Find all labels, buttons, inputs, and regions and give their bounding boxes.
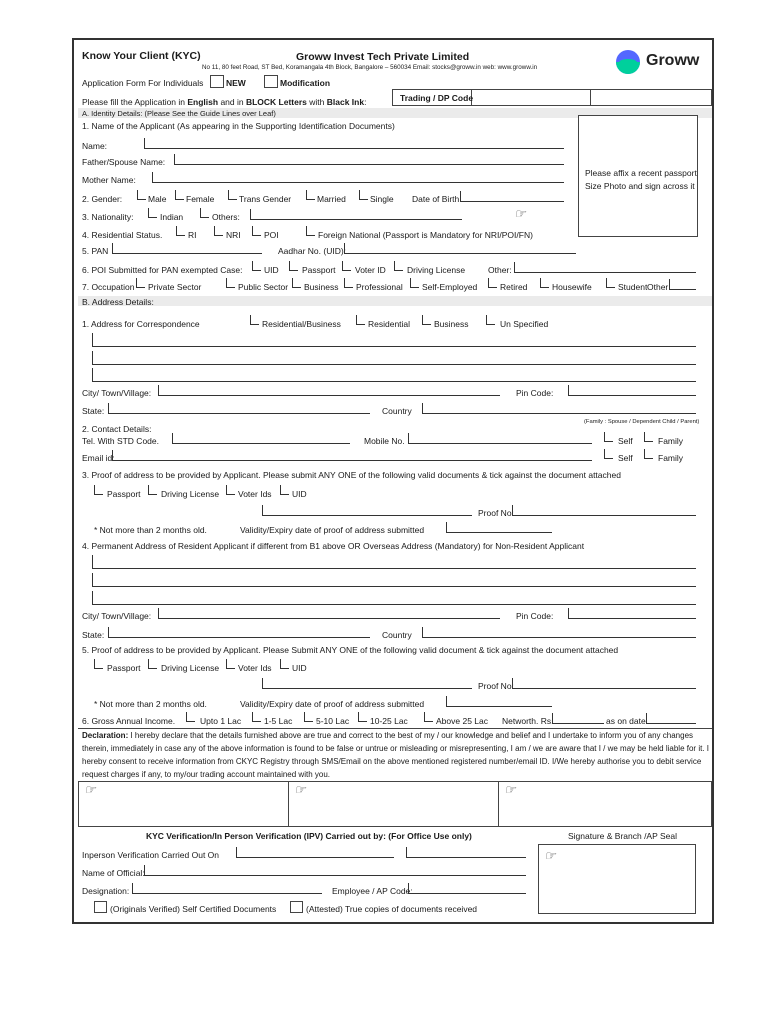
modification-label: Modification bbox=[280, 78, 331, 88]
poi-driving-checkbox[interactable] bbox=[394, 261, 403, 271]
perm-proof-passport-checkbox[interactable] bbox=[94, 659, 103, 669]
networth-input[interactable] bbox=[552, 713, 604, 724]
email-self-checkbox[interactable] bbox=[604, 449, 613, 459]
name-question: 1. Name of the Applicant (As appearing in the Supporting Identification Documents) bbox=[82, 121, 395, 131]
groww-logo-icon bbox=[616, 50, 640, 74]
address-line-3[interactable] bbox=[92, 368, 696, 382]
female-label: Female bbox=[186, 194, 215, 204]
company-name: Groww Invest Tech Private Limited bbox=[296, 51, 470, 63]
country-input[interactable] bbox=[422, 403, 696, 414]
pan-input[interactable] bbox=[112, 243, 262, 254]
hand-pointer-icon: ☞ bbox=[514, 206, 526, 221]
nationality-label: 3. Nationality: bbox=[82, 212, 134, 222]
income-3-checkbox[interactable] bbox=[304, 712, 313, 722]
indian-label: Indian bbox=[160, 212, 184, 222]
employee-code-label: Employee / AP Code: bbox=[332, 886, 413, 896]
signature-row bbox=[78, 781, 712, 827]
pin-label: Pin Code: bbox=[516, 388, 554, 398]
poi-voter-checkbox[interactable] bbox=[342, 261, 351, 271]
others-nationality-input[interactable] bbox=[250, 209, 462, 220]
poi-voter-label: Voter ID bbox=[355, 265, 386, 275]
inperson-date-input[interactable] bbox=[236, 847, 394, 858]
perm-pin-label: Pin Code: bbox=[516, 611, 554, 621]
country-label: Country bbox=[382, 406, 412, 416]
name-input[interactable] bbox=[144, 138, 564, 149]
perm-not-more-note: * Not more than 2 months old. bbox=[94, 699, 207, 709]
modification-checkbox[interactable] bbox=[264, 75, 278, 88]
declaration-line-1: Declaration: I hereby declare that the details furnished above are true and correct to the best of my / our knowledge and belief and I undertake to inform you of any changes bbox=[82, 731, 694, 740]
perm-proof-uid-label: UID bbox=[292, 663, 307, 673]
perm-proof-voter-label: Voter Ids bbox=[238, 663, 272, 673]
attested-checkbox[interactable] bbox=[290, 901, 303, 913]
poi-uid-label: UID bbox=[264, 265, 279, 275]
poi-passport-checkbox[interactable] bbox=[289, 261, 298, 271]
professional-label: Professional bbox=[356, 282, 403, 292]
trading-code-label: Trading / DP Code bbox=[400, 93, 474, 103]
perm-proof-uid-checkbox[interactable] bbox=[280, 659, 289, 669]
application-label: Application Form For Individuals bbox=[82, 78, 204, 88]
mobile-family-checkbox[interactable] bbox=[644, 432, 653, 442]
proof-uid-label: UID bbox=[292, 489, 307, 499]
mother-label: Mother Name: bbox=[82, 175, 136, 185]
proof-driving-checkbox[interactable] bbox=[148, 485, 157, 495]
poi-checkbox[interactable] bbox=[252, 226, 261, 236]
self-employed-label: Self-Employed bbox=[422, 282, 478, 292]
declaration-line-4: request charges if any, to my/our trading account maintained with you. bbox=[82, 770, 330, 779]
residential-label: Residential bbox=[368, 319, 411, 329]
male-checkbox[interactable] bbox=[137, 190, 146, 200]
contact-label: 2. Contact Details: bbox=[82, 424, 152, 434]
section-a-title: A. Identity Details: (Please See the Guide Lines over Leaf) bbox=[82, 109, 276, 118]
father-input[interactable] bbox=[174, 154, 564, 165]
professional-checkbox[interactable] bbox=[344, 278, 353, 288]
housewife-label: Housewife bbox=[552, 282, 592, 292]
dob-label: Date of Birth: bbox=[412, 194, 462, 204]
perm-proof-no-input[interactable] bbox=[512, 678, 696, 689]
income-1-label: Upto 1 Lac bbox=[200, 716, 242, 726]
perm-city-input[interactable] bbox=[158, 608, 500, 619]
not-more-note: * Not more than 2 months old. bbox=[94, 525, 207, 535]
student-label: Student bbox=[618, 282, 648, 292]
poi-driving-label: Driving License bbox=[407, 265, 466, 275]
retired-checkbox[interactable] bbox=[488, 278, 497, 288]
poi-pan-label: 6. POI Submitted for PAN exempted Case: bbox=[82, 265, 243, 275]
perm-state-label: State: bbox=[82, 630, 105, 640]
perm-proof-driving-label: Driving License bbox=[161, 663, 220, 673]
name-label: Name: bbox=[82, 141, 108, 151]
married-checkbox[interactable] bbox=[306, 190, 315, 200]
mobile-self-checkbox[interactable] bbox=[604, 432, 613, 442]
family-note: (Family : Spouse / Dependent Child / Parent) bbox=[584, 419, 700, 425]
seal-signature-icon: ☞ bbox=[544, 848, 556, 863]
occupation-label: 7. Occupation bbox=[82, 282, 135, 292]
signature-3-icon[interactable]: ☞ bbox=[504, 782, 516, 797]
proof-voter-checkbox[interactable] bbox=[226, 485, 235, 495]
indian-checkbox[interactable] bbox=[148, 208, 157, 218]
business-addr-checkbox[interactable] bbox=[422, 315, 431, 325]
foreign-national-label: Foreign National (Passport is Mandatory for NRI/POI/FN) bbox=[318, 230, 533, 240]
perm-proof-doc-input[interactable] bbox=[262, 678, 472, 689]
perm-city-label: City/ Town/Village: bbox=[82, 611, 152, 621]
res-business-label: Residential/Business bbox=[262, 319, 341, 329]
perm-state-input[interactable] bbox=[108, 627, 370, 638]
poi-label: POI bbox=[264, 230, 279, 240]
transgender-checkbox[interactable] bbox=[228, 190, 237, 200]
pan-label: 5. PAN bbox=[82, 246, 109, 256]
private-sector-label: Private Sector bbox=[148, 282, 202, 292]
income-5-label: Above 25 Lac bbox=[436, 716, 488, 726]
mobile-self-label: Self bbox=[618, 436, 633, 446]
income-label: 6. Gross Annual Income. bbox=[82, 716, 176, 726]
perm-proof-passport-label: Passport bbox=[107, 663, 141, 673]
originals-checkbox[interactable] bbox=[94, 901, 107, 913]
student-checkbox[interactable] bbox=[606, 278, 615, 288]
poi-passport-label: Passport bbox=[302, 265, 336, 275]
occupation-other-input[interactable] bbox=[669, 279, 696, 290]
mother-input[interactable] bbox=[152, 172, 564, 183]
designation-input[interactable] bbox=[132, 883, 322, 894]
declaration-line-2: therein, immediately in case any of the above information is found to be false or untrue or misleading or misrepresenting, I am / we are aware that I / we may be held liable for it. I bbox=[82, 744, 709, 753]
email-family-checkbox[interactable] bbox=[644, 449, 653, 459]
aadhar-input[interactable] bbox=[344, 243, 576, 254]
others-nationality-label: Others: bbox=[212, 212, 240, 222]
married-label: Married bbox=[317, 194, 346, 204]
brand-name: Groww bbox=[646, 52, 700, 69]
public-sector-checkbox[interactable] bbox=[226, 278, 235, 288]
income-5-checkbox[interactable] bbox=[424, 712, 433, 722]
male-label: Male bbox=[148, 194, 167, 204]
kyc-form bbox=[72, 38, 714, 924]
residential-checkbox[interactable] bbox=[356, 315, 365, 325]
official-label: Name of Official: bbox=[82, 868, 145, 878]
address-line-2[interactable] bbox=[92, 351, 696, 365]
new-checkbox[interactable] bbox=[210, 75, 224, 88]
permanent-address-label: 4. Permanent Address of Resident Applicant if different from B1 above OR Overseas Address (Mandatory) for Non-Resident Applicant bbox=[82, 541, 585, 551]
perm-address-line-1[interactable] bbox=[92, 555, 696, 569]
income-4-checkbox[interactable] bbox=[358, 712, 367, 722]
email-family-label: Family bbox=[658, 453, 684, 463]
perm-country-label: Country bbox=[382, 630, 412, 640]
public-sector-label: Public Sector bbox=[238, 282, 289, 292]
proof-driving-label: Driving License bbox=[161, 489, 220, 499]
dob-input[interactable] bbox=[460, 191, 564, 202]
signature-2-icon[interactable]: ☞ bbox=[294, 782, 306, 797]
proof-no-input[interactable] bbox=[512, 505, 696, 516]
business-addr-label: Business bbox=[434, 319, 469, 329]
photo-note: Please affix a recent passport Size Photo and sign across it bbox=[585, 168, 697, 191]
email-input[interactable] bbox=[112, 450, 592, 461]
address-line-1[interactable] bbox=[92, 333, 696, 347]
aadhar-label: Aadhar No. (UID): bbox=[278, 246, 347, 256]
city-label: City/ Town/Village: bbox=[82, 388, 152, 398]
instruction-text: Please fill the Application in English and in BLOCK Letters with Black Ink: bbox=[82, 97, 367, 107]
seal-label: Signature & Branch /AP Seal bbox=[568, 831, 677, 841]
new-label: NEW bbox=[226, 78, 246, 88]
father-label: Father/Spouse Name: bbox=[82, 157, 166, 167]
income-3-label: 5-10 Lac bbox=[316, 716, 350, 726]
mobile-family-label: Family bbox=[658, 436, 684, 446]
ri-checkbox[interactable] bbox=[176, 226, 185, 236]
networth-label: Networth. Rs. bbox=[502, 716, 554, 726]
gender-label: 2. Gender: bbox=[82, 194, 123, 204]
mobile-label: Mobile No. bbox=[364, 436, 405, 446]
proof-uid-checkbox[interactable] bbox=[280, 485, 289, 495]
email-label: Email id: bbox=[82, 453, 115, 463]
proof-passport-label: Passport bbox=[107, 489, 141, 499]
state-label: State: bbox=[82, 406, 105, 416]
perm-proof-voter-checkbox[interactable] bbox=[226, 659, 235, 669]
proof-doc-input[interactable] bbox=[262, 505, 472, 516]
income-1-checkbox[interactable] bbox=[186, 712, 195, 722]
nri-checkbox[interactable] bbox=[214, 226, 223, 236]
retired-label: Retired bbox=[500, 282, 528, 292]
res-business-checkbox[interactable] bbox=[250, 315, 259, 325]
proof-no-label: Proof No: bbox=[478, 508, 514, 518]
ri-label: RI bbox=[188, 230, 197, 240]
proof-instruction: 3. Proof of address to be provided by Applicant. Please submit ANY ONE of the following valid documents & tick against the document attached bbox=[82, 470, 621, 480]
foreign-national-checkbox[interactable] bbox=[306, 226, 315, 236]
as-on-label: as on date bbox=[606, 716, 646, 726]
perm-proof-no-label: Proof No: bbox=[478, 681, 514, 691]
office-use-title: KYC Verification/In Person Verification (IPV) Carried out by: (For Office Use only) bbox=[146, 831, 472, 841]
signature-1-icon[interactable]: ☞ bbox=[84, 782, 96, 797]
proof-passport-checkbox[interactable] bbox=[94, 485, 103, 495]
tel-label: Tel. With STD Code. bbox=[82, 436, 159, 446]
designation-label: Designation: bbox=[82, 886, 130, 896]
employee-code-input[interactable] bbox=[408, 883, 526, 894]
section-b-title: B. Address Details: bbox=[82, 297, 154, 307]
perm-proof-instruction: 5. Proof of address to be provided by Applicant. Please Submit ANY ONE of the following valid document & tick against the document attached bbox=[82, 645, 619, 655]
company-address: No 11, 80 feet Road, ST Bed, Koramangala 4th Block, Bangalore – 560034 Email: stocks@groww.in web: www.groww.in bbox=[202, 64, 538, 71]
state-input[interactable] bbox=[108, 403, 370, 414]
dp-code-input[interactable] bbox=[593, 91, 709, 104]
as-on-input[interactable] bbox=[646, 713, 696, 724]
poi-uid-checkbox[interactable] bbox=[252, 261, 261, 271]
validity-label: Validity/Expiry date of proof of address submitted bbox=[240, 525, 425, 535]
pin-input[interactable] bbox=[568, 385, 696, 396]
others-nationality-checkbox[interactable] bbox=[200, 208, 209, 218]
income-2-label: 1-5 Lac bbox=[264, 716, 293, 726]
residential-status-label: 4. Residential Status. bbox=[82, 230, 163, 240]
self-employed-checkbox[interactable] bbox=[410, 278, 419, 288]
income-2-checkbox[interactable] bbox=[252, 712, 261, 722]
mobile-input[interactable] bbox=[408, 433, 592, 444]
form-title: Know Your Client (KYC) bbox=[82, 50, 201, 62]
single-label: Single bbox=[370, 194, 394, 204]
city-input[interactable] bbox=[158, 385, 500, 396]
perm-country-input[interactable] bbox=[422, 627, 696, 638]
business-occ-label: Business bbox=[304, 282, 339, 292]
correspondence-label: 1. Address for Correspondence bbox=[82, 319, 200, 329]
perm-address-line-3[interactable] bbox=[92, 591, 696, 605]
income-4-label: 10-25 Lac bbox=[370, 716, 408, 726]
female-checkbox[interactable] bbox=[175, 190, 184, 200]
private-sector-checkbox[interactable] bbox=[136, 278, 145, 288]
trading-code-input[interactable] bbox=[474, 91, 587, 104]
poi-other-input[interactable] bbox=[514, 262, 696, 273]
perm-proof-driving-checkbox[interactable] bbox=[148, 659, 157, 669]
poi-other-label: Other: bbox=[488, 265, 512, 275]
declaration-line-3: hereby consent to receive information from CKYC Registry through SMS/Email on the above mentioned registered number/email ID. I/We hereby authorise you to debit service bbox=[82, 757, 702, 766]
attested-label: (Attested) True copies of documents received bbox=[306, 904, 478, 914]
perm-pin-input[interactable] bbox=[568, 608, 696, 619]
unspecified-checkbox[interactable] bbox=[486, 315, 495, 325]
perm-validity-input[interactable] bbox=[446, 696, 552, 707]
tel-input[interactable] bbox=[172, 433, 350, 444]
perm-validity-label: Validity/Expiry date of proof of address submitted bbox=[240, 699, 425, 709]
seal-box[interactable] bbox=[538, 844, 696, 914]
inperson-place-input[interactable] bbox=[406, 847, 526, 858]
originals-label: (Originals Verified) Self Certified Documents bbox=[110, 904, 277, 914]
perm-address-line-2[interactable] bbox=[92, 573, 696, 587]
proof-voter-label: Voter Ids bbox=[238, 489, 272, 499]
official-input[interactable] bbox=[144, 865, 526, 876]
email-self-label: Self bbox=[618, 453, 633, 463]
business-occ-checkbox[interactable] bbox=[292, 278, 301, 288]
inperson-label: Inperson Verification Carried Out On bbox=[82, 850, 220, 860]
transgender-label: Trans Gender bbox=[239, 194, 292, 204]
occupation-other-label: Other bbox=[647, 282, 669, 292]
nri-label: NRI bbox=[226, 230, 241, 240]
single-checkbox[interactable] bbox=[359, 190, 368, 200]
housewife-checkbox[interactable] bbox=[540, 278, 549, 288]
validity-input[interactable] bbox=[446, 522, 552, 533]
unspecified-label: Un Specified bbox=[500, 319, 549, 329]
